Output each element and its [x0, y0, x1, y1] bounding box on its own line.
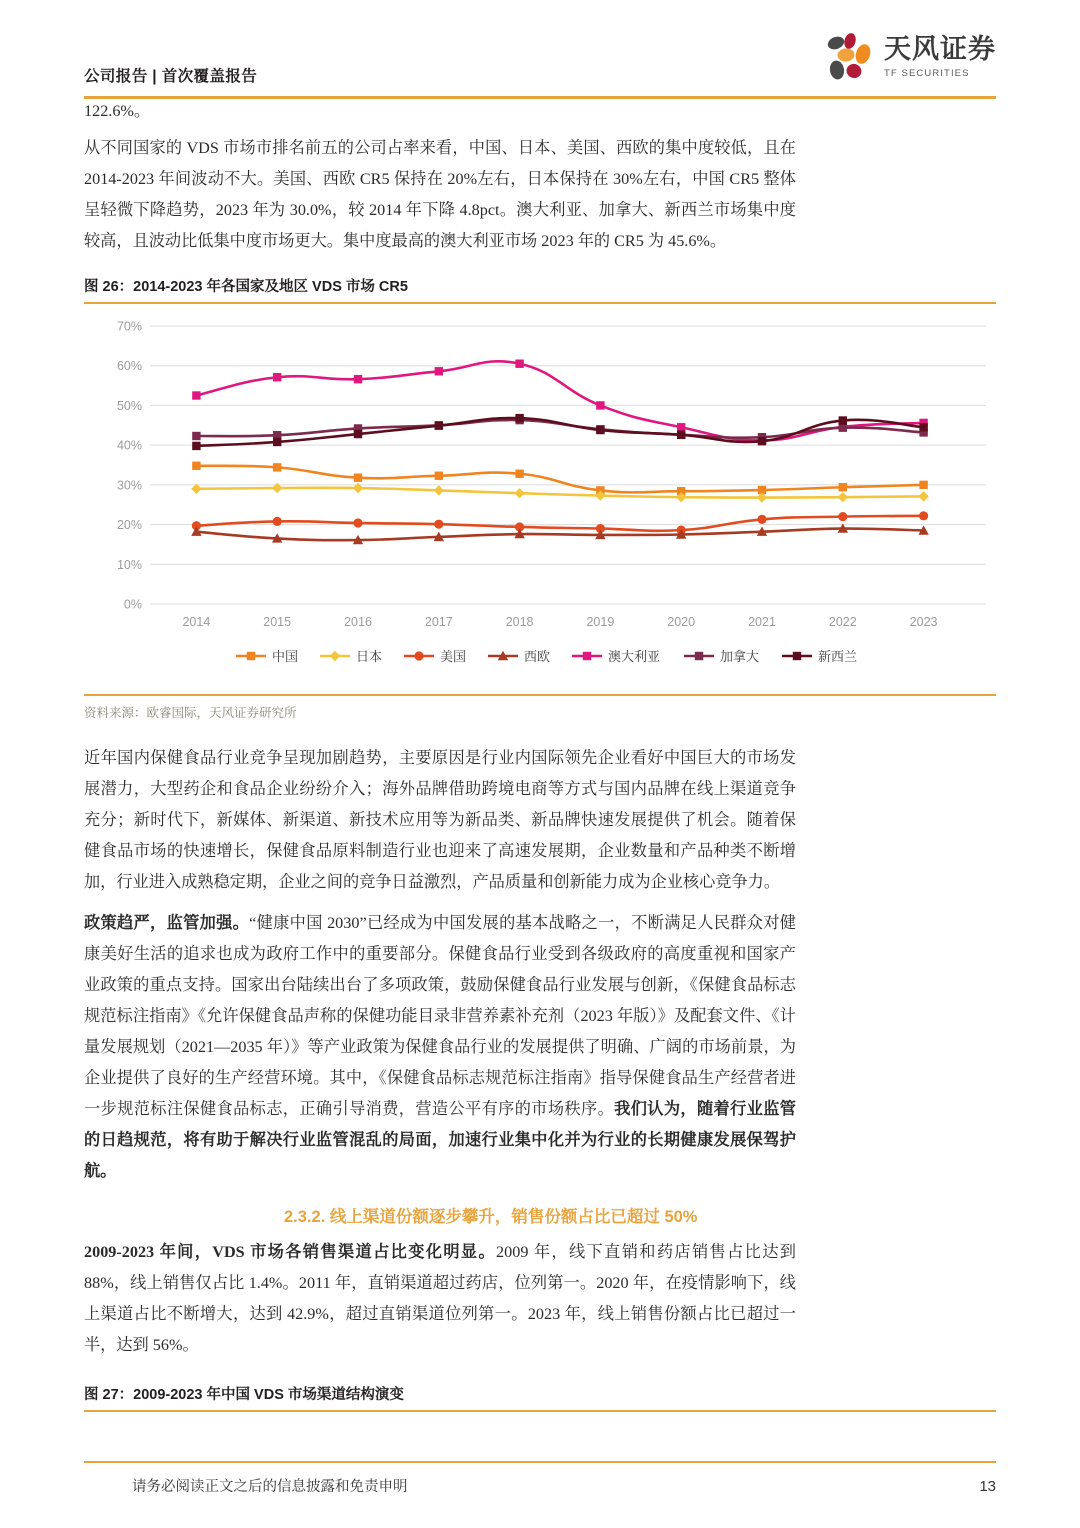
x-axis-tick-label: 2016: [344, 615, 372, 629]
series-日本: [191, 483, 929, 503]
data-point: [919, 481, 927, 489]
legend-label: 澳大利亚: [608, 649, 661, 664]
data-point: [434, 520, 443, 529]
legend-item-澳大利亚: [572, 649, 660, 664]
tf-securities-logo-icon: [825, 30, 877, 84]
data-point: [677, 423, 685, 431]
data-point: [192, 462, 200, 470]
legend-item-加拿大: [684, 649, 759, 664]
footer-disclaimer: 请务必阅读正文之后的信息披露和免责申明: [132, 1479, 408, 1495]
x-axis-tick-label: 2022: [828, 615, 857, 629]
cr5-line-chart: [84, 304, 996, 694]
figure-26-caption: 图 26：2014-2023 年各国家及地区 VDS 市场 CR5: [84, 279, 408, 295]
series-澳大利亚: [192, 360, 928, 445]
data-point: [435, 367, 443, 375]
paragraph-1: 从不同国家的 VDS 市场市排名前五的公司占率来看，中国、日本、美国、西欧的集中度较低，且在 2014-2023 年间波动不大。美国、西欧 CR5 保持在 20%左右，日本保持在 30%左右，中国 CR5 整体呈轻微下降趋势，2023 年为 30.0%，较 2014 年下降 4.8pct。澳大利亚、加拿大、新西兰市场集中度较高，且波动比低集中度市场更大。集中度最高的澳大利亚市场 2023 年的 CR5 为 45.6%。: [84, 139, 796, 250]
x-axis-tick-label: 2019: [586, 615, 615, 629]
y-axis-tick-label: 20%: [116, 518, 142, 533]
data-point: [839, 483, 847, 491]
data-point: [192, 391, 200, 399]
y-axis-tick-label: 0%: [123, 597, 142, 612]
y-axis-tick-label: 30%: [116, 478, 142, 493]
y-axis-tick-label: 50%: [116, 398, 142, 413]
paragraph-3-bold-tail: 我们认为，随着行业监管的日趋规范，将有助于解决行业监管混乱的局面，加速行业集中化并为行业的长期健康发展保驾护航。: [84, 1100, 796, 1180]
data-point: [838, 492, 848, 502]
series-美国: [192, 511, 928, 534]
data-point: [435, 421, 443, 429]
data-point: [919, 511, 928, 520]
legend-label: 西欧: [524, 649, 551, 664]
legend-label: 美国: [440, 649, 467, 664]
data-point: [677, 431, 685, 439]
page-header: [84, 30, 996, 92]
logo-text-en: TF SECURITIES: [884, 67, 970, 79]
data-point: [757, 515, 766, 524]
legend-marker: [583, 652, 591, 660]
series-中国: [192, 462, 928, 496]
page-footer: [84, 1461, 996, 1497]
data-point: [435, 472, 443, 480]
x-axis-tick-label: 2023: [909, 615, 938, 629]
figure-26-chart: [84, 304, 996, 694]
y-axis-tick-label: 40%: [116, 438, 142, 453]
data-point: [919, 423, 927, 431]
logo-text-cn: 天风证券: [884, 33, 996, 64]
data-point: [839, 416, 847, 424]
paragraph-0: 122.6%。: [84, 102, 151, 120]
data-point: [354, 430, 362, 438]
figure-26: [84, 275, 996, 721]
data-point: [434, 485, 444, 495]
legend-marker: [330, 651, 340, 661]
data-point: [273, 463, 281, 471]
legend-item-日本: [320, 649, 382, 664]
data-point: [515, 414, 523, 422]
paragraph-4-bold-lead: 2009-2023 年间，VDS 市场各销售渠道占比变化明显。: [84, 1243, 497, 1261]
x-axis-tick-label: 2020: [667, 615, 696, 629]
legend-marker: [793, 652, 801, 660]
paragraph-3-bold-lead: 政策趋严，监管加强。: [84, 914, 250, 932]
x-axis-tick-label: 2015: [263, 615, 292, 629]
legend-item-美国: [404, 649, 466, 664]
data-point: [273, 438, 281, 446]
series-加拿大: [192, 416, 928, 441]
legend-label: 加拿大: [720, 649, 760, 664]
data-point: [192, 432, 200, 440]
data-point: [839, 423, 847, 431]
data-point: [273, 517, 282, 526]
data-point: [596, 426, 604, 434]
y-axis-tick-label: 10%: [116, 557, 142, 572]
data-point: [354, 375, 362, 383]
paragraph-4-rest: 2009 年，线下直销和药店销售占比达到 88%，线上销售仅占比 1.4%。2011 年，直销渠道超过药店，位列第一。2020 年，在疫情影响下，线上渠道占比不断增大，达到 42.9%，超过直销渠道位列第一。2023 年，线上销售份额占比已超过一半，达到 56%。: [84, 1243, 796, 1354]
data-point: [838, 512, 847, 521]
legend-marker: [695, 652, 703, 660]
data-point: [758, 437, 766, 445]
paragraph-4: [84, 1237, 796, 1361]
legend-marker: [414, 651, 423, 660]
x-axis-tick-label: 2021: [748, 615, 776, 629]
paragraph-3: [84, 908, 796, 1187]
figure-26-source: 资料来源：欧睿国际，天风证券研究所: [84, 706, 297, 720]
paragraph-3-rest: “健康中国 2030”已经成为中国发展的基本战略之一，不断满足人民群众对健康美好生活的追求也成为政府工作中的重要部分。保健食品行业受到各级政府的高度重视和国家产业政策的重点支持。国家出台陆续出台了多项政策，鼓励保健食品行业发展与创新，《保健食品标志规范标注指南》《允许保健食品声称的保健功能目录非营养素补充剂（2023 年版）》及配套文件、《计量发展规划（2021—2035 年）》等产业政策为保健食品行业的发展提供了明确、广阔的市场前景，为企业提供了良好的生产经营环境。其中，《保健食品标志规范标注指南》指导保健食品生产经营者进一步规范标注保健食品标志，正确引导消费，营造公平有序的市场秩序。: [84, 914, 796, 1118]
data-point: [515, 470, 523, 478]
data-point: [918, 491, 928, 501]
y-axis-tick-label: 60%: [116, 359, 142, 374]
figure-27-caption: 图 27：2009-2023 年中国 VDS 市场渠道结构演变: [84, 1387, 404, 1403]
data-point: [273, 373, 281, 381]
data-point: [515, 360, 523, 368]
data-point: [514, 488, 524, 498]
section-heading-2-3-2: 2.3.2. 线上渠道份额逐步攀升，销售份额占比已超过 50%: [284, 1208, 698, 1226]
paragraph-2: 近年国内保健食品行业竞争呈现加剧趋势，主要原因是行业内国际领先企业看好中国巨大的市场发展潜力，大型药企和食品企业纷纷介入；海外品牌借助跨境电商等方式与国内品牌在线上渠道竞争充分；新时代下，新媒体、新渠道、新技术应用等为新品类、新品牌快速发展提供了机会。随着保健食品市场的快速增长，保健食品原料制造行业也迎来了高速发展期，企业数量和产品种类不断增加，行业进入成熟稳定期，企业之间的竞争日益激烈，产品质量和创新能力成为企业核心竞争力。: [84, 749, 796, 891]
company-logo: [825, 30, 996, 84]
x-axis-tick-label: 2018: [505, 615, 534, 629]
page-content: [84, 96, 996, 1508]
data-point: [192, 442, 200, 450]
y-axis-tick-label: 70%: [116, 319, 142, 334]
legend-item-新西兰: [782, 649, 857, 664]
legend-item-中国: [236, 649, 298, 664]
legend-marker: [247, 652, 255, 660]
data-point: [353, 518, 362, 527]
header-title: 公司报告 | 首次覆盖报告: [84, 68, 258, 85]
footer-page-number: 13: [979, 1478, 996, 1495]
x-axis-tick-label: 2014: [182, 615, 211, 629]
data-point: [596, 401, 604, 409]
legend-item-西欧: [488, 649, 550, 664]
legend-label: 日本: [356, 649, 383, 664]
legend-label: 中国: [272, 649, 299, 664]
x-axis-tick-label: 2017: [424, 615, 453, 629]
data-point: [354, 474, 362, 482]
series-西欧: [191, 523, 929, 544]
legend-label: 新西兰: [818, 649, 858, 664]
